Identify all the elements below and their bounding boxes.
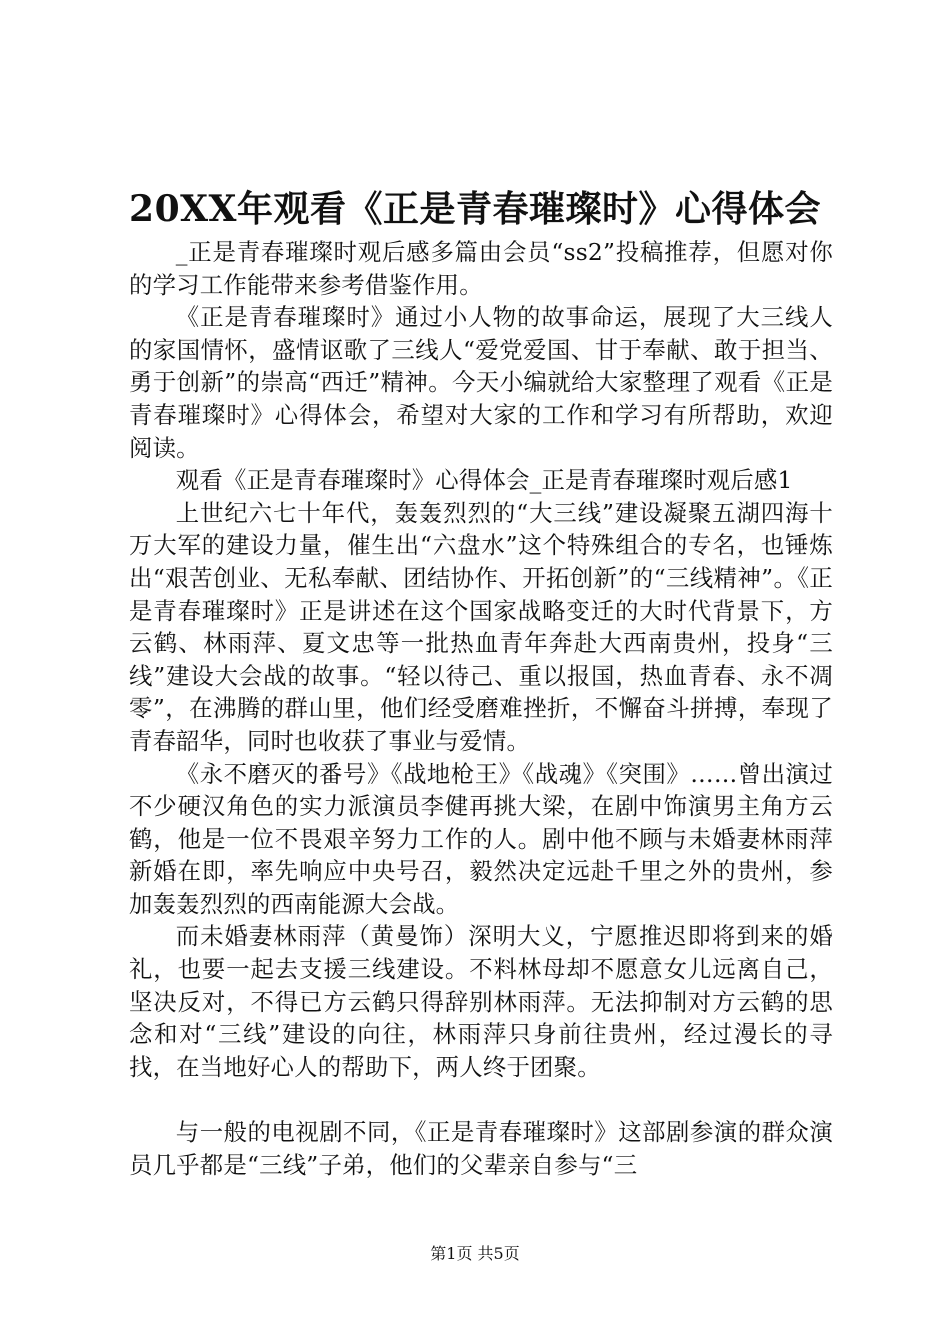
- paragraph-summary: 《正是青春璀璨时》通过小人物的故事命运，展现了大三线人的家国情怀，盛情讴歌了三线人“爱党爱国、甘于奉献、敢于担当、勇于创新”的崇高“西迁”精神。今天小编就给大家整理了观看《正是青春璀璨时》心得体会，希望对大家的工作和学习有所帮助，欢迎阅读。: [129, 303, 833, 462]
- paragraph-lead-actor: 《永不磨灭的番号》《战地枪王》《战魂》《突围》……曾出演过不少硬汉角色的实力派演员李健再挑大梁，在剧中饰演男主角方云鹤，他是一位不畏艰辛努力工作的人。剧中他不顾与未婚妻林雨萍新婚在即，率先响应中央号召，毅然决定远赴千里之外的贵州，参加轰轰烈烈的西南能源大会战。: [129, 759, 833, 918]
- paragraph-subheading: 观看《正是青春璀璨时》心得体会_正是青春璀璨时观后感1: [175, 466, 793, 495]
- page-number-footer: 第1页 共5页: [430, 1244, 520, 1263]
- paragraph-background: 上世纪六七十年代，轰轰烈烈的“大三线”建设凝聚五湖四海十万大军的建设力量，催生出“六盘水”这个特殊组合的专名，也锤炼出“艰苦创业、无私奉献、团结协作、开拓创新”的“三线精神”。《正是青春璀璨时》正是讲述在这个国家战略变迁的大时代背景下，方云鹤、林雨萍、夏文忠等一批热血青年奔赴大西南贵州，投身“三线”建设大会战的故事。“轻以待己、重以报国，热血青春、永不凋零”，在沸腾的群山里，他们经受磨难挫折，不懈奋斗拼搏，奉现了青春韶华，同时也收获了事业与爱情。: [129, 498, 833, 755]
- paragraph-intro: _正是青春璀璨时观后感多篇由会员“ss2”投稿推荐，但愿对你的学习工作能带来参考借鉴作用。: [129, 238, 833, 299]
- document-body: [129, 236, 833, 1181]
- paragraph-extras: 与一般的电视剧不同，《正是青春璀璨时》这部剧参演的群众演员几乎都是“三线”子弟，他们的父辈亲自参与“三: [129, 1118, 833, 1179]
- paragraph-fiancee: 而未婚妻林雨萍（黄曼饰）深明大义，宁愿推迟即将到来的婚礼，也要一起去支援三线建设。不料林母却不愿意女儿远离自己，坚决反对，不得已方云鹤只得辞别林雨萍。无法抑制对方云鹤的思念和对“三线”建设的向往，林雨萍只身前往贵州，经过漫长的寻找，在当地好心人的帮助下，两人终于团聚。: [129, 922, 833, 1081]
- document-title: 20XX年观看《正是青春璀璨时》心得体会: [129, 188, 821, 230]
